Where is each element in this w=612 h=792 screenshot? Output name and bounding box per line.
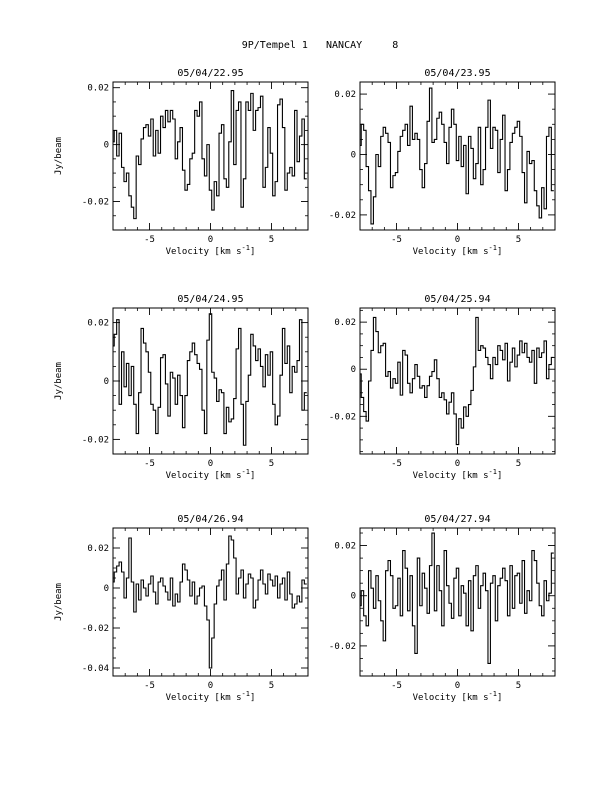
spectrum-line [359,88,554,224]
x-axis-label-main: Velocity [km s [412,471,489,481]
x-tick-label: -5 [391,681,402,691]
x-axis-label-close: ] [249,471,256,481]
figure-title: 9P/Tempel 1 NANCAY 8 [241,40,399,51]
x-tick-label: -5 [144,681,155,691]
spectrum-panel-6 [329,514,555,703]
panel-title: 05/04/26.94 [177,514,244,525]
x-axis-label-close: ] [249,247,256,257]
panel-title: 05/04/25.94 [424,294,491,305]
y-tick-label: -0.02 [81,435,109,446]
y-tick-label: 0 [350,591,356,602]
y-tick-label: 0.02 [334,90,356,101]
y-tick-label: -0.04 [81,664,109,674]
x-tick-label: -5 [391,459,402,469]
panels-group [54,68,555,703]
x-tick-label: 0 [454,459,461,469]
x-axis-label [166,244,256,257]
spectrum-line [359,533,554,663]
y-axis-label: Jy/beam [54,583,64,621]
y-tick-label: 0.02 [87,83,109,94]
x-tick-label: 5 [268,681,275,691]
plot-frame [360,528,555,676]
y-tick-label: -0.02 [81,624,109,634]
x-axis-label-main: Velocity [km s [165,693,242,703]
x-axis-label-sup: -1 [241,690,250,698]
x-tick-label: 0 [454,681,461,691]
y-tick-label: -0.02 [81,197,109,208]
x-tick-label: 5 [515,459,522,469]
x-tick-label: -5 [144,235,155,245]
plot-frame [113,82,308,230]
plot-frame [360,82,555,230]
x-axis-label-sup: -1 [488,244,497,252]
spectrum-line [112,91,307,219]
x-axis-label-sup: -1 [241,244,250,252]
x-axis-label-close: ] [249,693,256,703]
x-axis-label-close: ] [496,247,503,257]
x-axis-label [166,468,256,481]
x-axis-label [413,690,503,703]
panel-title: 05/04/23.95 [424,68,491,79]
y-tick-label: 0.02 [87,544,109,554]
x-tick-label: 5 [268,235,275,245]
y-tick-label: 0.02 [334,541,356,552]
spectrum-line [112,314,307,445]
y-tick-label: 0 [350,150,356,161]
spectrum-panel-5 [54,514,308,703]
y-tick-label: -0.02 [328,641,356,652]
panel-title: 05/04/24.95 [177,294,244,305]
x-axis-label-sup: -1 [488,690,497,698]
spectrum-panel-1 [54,68,308,257]
spectrum-panel-3 [54,294,308,481]
panel-title: 05/04/27.94 [424,514,491,525]
x-axis-label-main: Velocity [km s [412,693,489,703]
y-tick-label: 0.02 [87,318,109,329]
y-tick-label: 0 [103,584,109,594]
x-tick-label: 5 [515,235,522,245]
x-tick-label: 0 [207,235,214,245]
x-axis-label [413,244,503,257]
y-tick-label: -0.02 [328,412,356,423]
x-axis-label-main: Velocity [km s [165,471,242,481]
spectrum-line [359,317,554,444]
plot-frame [113,308,308,454]
x-tick-label: 5 [515,681,522,691]
x-axis-label-sup: -1 [488,468,497,476]
x-axis-label-close: ] [496,471,503,481]
y-tick-label: -0.02 [328,210,356,221]
spectrum-panel-2 [329,68,555,257]
x-axis-label [413,468,503,481]
y-axis-label: Jy/beam [54,362,64,400]
x-axis-label-main: Velocity [km s [165,247,242,257]
y-tick-label: 0 [103,377,109,387]
y-tick-label: 0.02 [334,318,356,329]
x-tick-label: 0 [207,681,214,691]
y-tick-label: 0 [103,140,109,151]
x-axis-label-sup: -1 [241,468,250,476]
x-axis-label-close: ] [496,693,503,703]
spectrum-panel-4 [329,294,555,481]
x-tick-label: -5 [144,459,155,469]
spectrum-line [112,536,307,668]
plot-frame [113,528,308,676]
y-tick-label: 0 [350,365,356,376]
x-tick-label: 5 [268,459,275,469]
plot-frame [360,308,555,454]
x-axis-label [166,690,256,703]
x-axis-label-main: Velocity [km s [412,247,489,257]
panel-title: 05/04/22.95 [177,68,244,79]
x-tick-label: 0 [454,235,461,245]
x-tick-label: 0 [207,459,214,469]
y-axis-label: Jy/beam [54,137,64,175]
x-tick-label: -5 [391,235,402,245]
